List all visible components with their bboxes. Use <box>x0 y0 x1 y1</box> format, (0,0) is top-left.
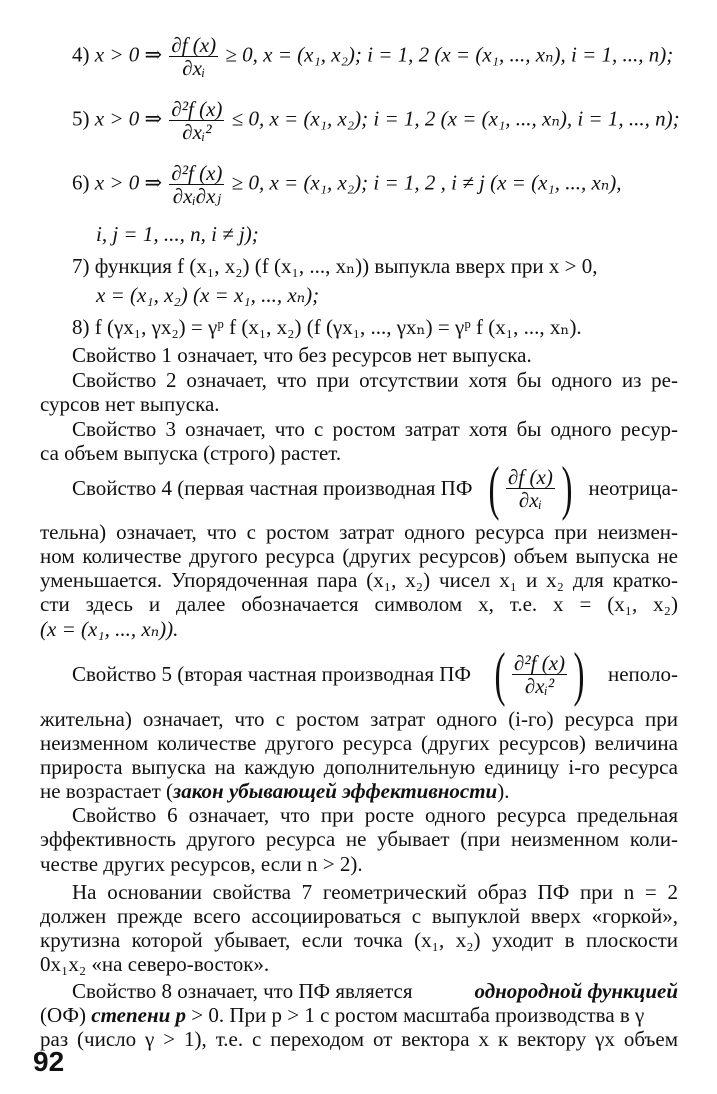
paragraph-text: неотрица- <box>588 476 678 500</box>
formula-lhs: x > 0 ⇒ <box>94 42 163 67</box>
paragraph-line: Свойство 8 означает, что ПФ является однородной функцией <box>72 979 678 1003</box>
fraction: $\frac{\text{∂²f (x)}}{\text{∂xᵢ²}}$ <box>513 650 566 698</box>
paragraph-line: не возрастает (закон убывающей эффективности). <box>40 779 510 803</box>
paragraph-line: Свойство 6 означает, что при росте одного ресурса предельная <box>72 803 678 827</box>
paragraph-line: Свойство 1 означает, что без ресурсов нет выпуска. <box>72 343 532 367</box>
emphasis: степени p <box>91 1003 187 1027</box>
fraction: $\frac{\text{∂²f (x)}}{\text{∂xᵢ²}}$ <box>171 97 223 144</box>
left-paren: ( <box>488 455 500 521</box>
paragraph-line: 0x₁x₂ «на северо-восток». <box>40 952 270 976</box>
right-paren: ) <box>561 455 573 521</box>
right-paren: ) <box>573 641 585 707</box>
paragraph-line: (ОФ) степени p > 0. При p > 1 с ростом масштаба производства в γ <box>40 1003 645 1027</box>
paragraph-line: сурсов нет выпуска. <box>40 392 220 416</box>
paragraph-line: раз (число γ > 1), т.е. с переходом от вектора x к вектору γx объем <box>40 1027 678 1051</box>
formula-number: 5) <box>72 106 90 131</box>
formula-rhs: ≤ 0, x = (x₁, x₂); i = 1, 2 (x = (x₁, ..., xₙ), i = 1, ..., n); <box>231 106 680 131</box>
derivative-group <box>484 455 577 521</box>
formula-rhs: ≥ 0, x = (x₁, x₂); i = 1, 2 (x = (x₁, ..., xₙ), i = 1, ..., n); <box>225 42 674 67</box>
formula-lhs: x > 0 ⇒ <box>94 170 163 195</box>
property-4-line <box>72 455 678 521</box>
formula-6 <box>72 162 622 207</box>
paragraph-line: Свойство 2 означает, что при отсутствии хотя бы одного из ре- <box>72 368 678 392</box>
fraction: $\frac{\partial f (x)}{\text{∂xᵢ}}$ <box>171 33 217 80</box>
formula-4 <box>72 34 673 79</box>
paragraph-text: неполо- <box>607 662 678 686</box>
emphasis: закон убывающей эффективности <box>173 779 498 803</box>
paragraph-line: Свойство 3 означает, что с ростом затрат хотя бы одного ресур- <box>72 417 678 441</box>
derivative-group <box>490 641 589 707</box>
paragraph-line: жительна) означает, что с ростом затрат одного (i-го) ресурса при <box>40 707 678 731</box>
paragraph-text: Свойство 5 (вторая частная производная ПФ <box>72 662 471 686</box>
paragraph-text: Свойство 4 (первая частная производная ПФ <box>72 476 473 500</box>
paragraph-line: са объем выпуска (строго) растет. <box>40 441 342 465</box>
emphasis: однородной функцией <box>474 979 678 1003</box>
paragraph-line: сти здесь и далее обозначается символом x, т.е. x = (x₁, x₂) <box>40 592 678 616</box>
paragraph-line: На основании свойства 7 геометрический образ ПФ при n = 2 <box>72 880 678 904</box>
paragraph-line: (x = (x₁, ..., xₙ)). <box>40 617 179 641</box>
paragraph-line: тельна) означает, что с ростом затрат одного ресурса при неизмен- <box>40 520 678 544</box>
formula-rhs: ≥ 0, x = (x₁, x₂); i = 1, 2 , i ≠ j (x = (x₁, ..., xₙ), <box>231 170 622 195</box>
paragraph-line: честве других ресурсов, если n > 2). <box>40 852 363 876</box>
property-5-line <box>72 643 678 705</box>
paragraph-line: эффективность другого ресурса не убывает (при неизменном коли- <box>40 827 678 851</box>
fraction: $\frac{\text{∂²f (x)}}{\text{∂xᵢ∂xⱼ}}$ <box>171 161 223 208</box>
formula-number: 4) <box>72 42 90 67</box>
formula-lhs: x > 0 ⇒ <box>94 106 163 131</box>
paragraph-line: должен прежде всего ассоциироваться с выпуклой вверх «горкой», <box>40 904 678 928</box>
paragraph-line: крутизна которой убывает, если точка (x₁, x₂) уходит в плоскости <box>40 928 678 952</box>
paragraph-line: прироста выпуска на каждую дополнительную единицу i-го ресурса <box>40 755 678 779</box>
paragraph-line: ном количестве другого ресурса (других ресурсов) объем выпуска не <box>40 544 678 568</box>
fraction: $\frac{\partial f (x)}{\text{∂xᵢ}}$ <box>508 464 553 512</box>
formula-5 <box>72 98 680 143</box>
formula-7-line2: x = (x₁, x₂) (x = x₁, ..., xₙ); <box>96 283 320 307</box>
paragraph-line: неизменном количестве другого ресурса (других ресурсов) величина <box>40 731 678 755</box>
page-number: 92 <box>33 1046 65 1077</box>
paragraph-line: уменьшается. Упорядоченная пара (x₁, x₂) чисел x₁ и x₂ для кратко- <box>40 568 678 592</box>
formula-6-continuation: i, j = 1, ..., n, i ≠ j); <box>96 222 259 246</box>
formula-7-line1: 7) функция f (x₁, x₂) (f (x₁, ..., xₙ)) выпукла вверх при x > 0, <box>72 254 598 278</box>
left-paren: ( <box>494 641 506 707</box>
formula-8: 8) f (γx₁, γx₂) = γᵖ f (x₁, x₂) (f (γx₁, ..., γxₙ) = γᵖ f (x₁, ..., xₙ). <box>72 315 582 339</box>
formula-number: 6) <box>72 170 90 195</box>
